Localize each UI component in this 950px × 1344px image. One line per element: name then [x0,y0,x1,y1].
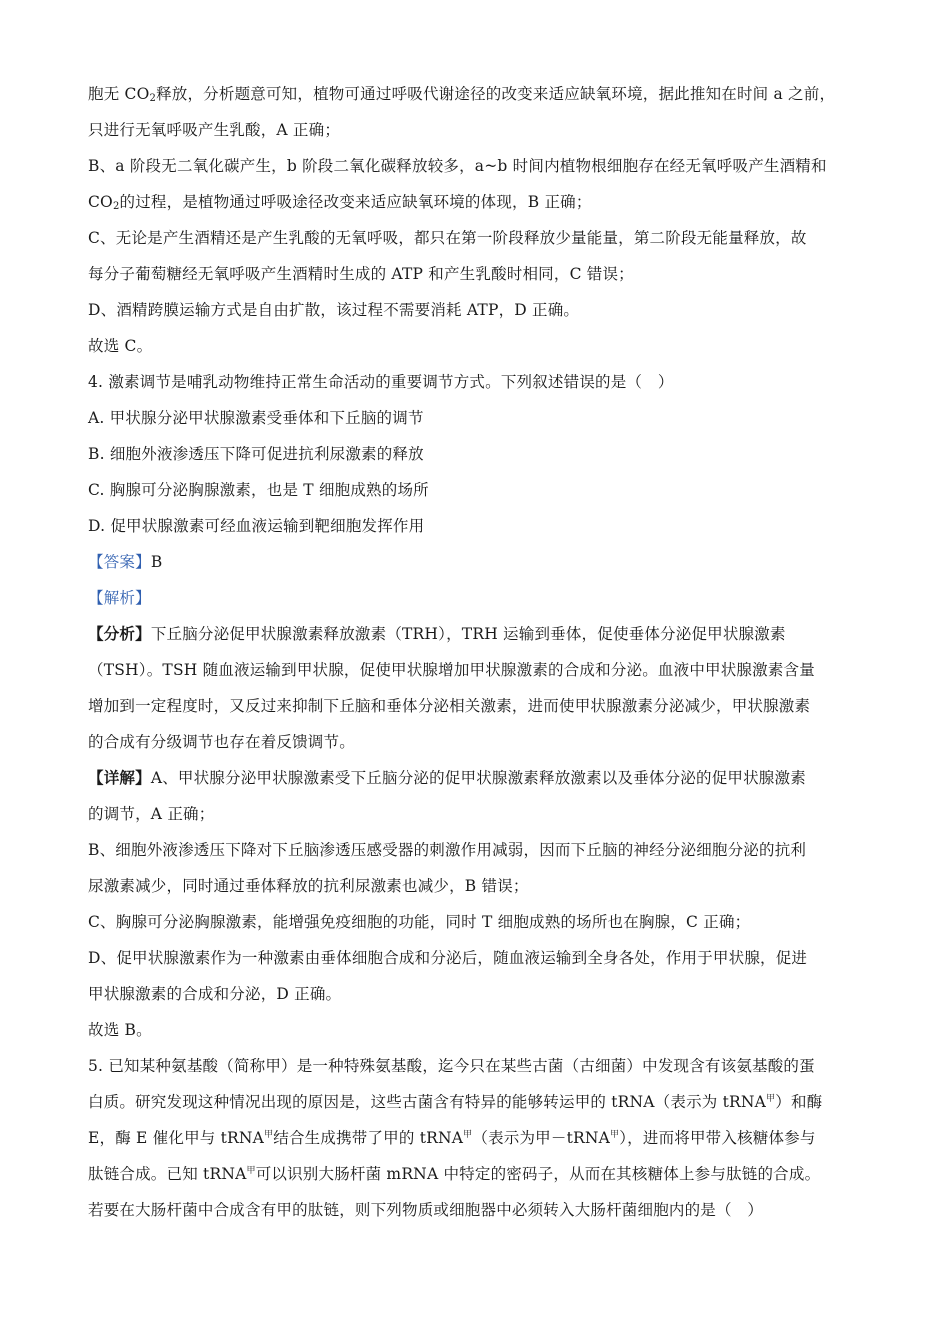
text-line: 若要在大肠杆菌中合成含有甲的肽链，则下列物质或细胞器中必须转入大肠杆菌细胞内的是（ ） [88,1201,764,1219]
text-line: 甲状腺激素的合成和分泌，D 正确。 [88,985,342,1003]
option-d-explanation: D、酒精跨膜运输方式是自由扩散，该过程不需要消耗 ATP，D 正确。 [88,301,580,319]
question-4-option-b: B. 细胞外液渗透压下降可促进抗利尿激素的释放 [88,445,424,463]
detail-line: 【详解】A、甲状腺分泌甲状腺激素受下丘脑分泌的促甲状腺激素释放激素以及垂体分泌的促甲状腺激素 [88,768,806,787]
question-4-stem: 4. 激素调节是哺乳动物维持正常生命活动的重要调节方式。下列叙述错误的是（ ） [88,373,674,391]
text-line: B、细胞外液渗透压下降对下丘脑渗透压感受器的刺激作用减弱，因而下丘脑的神经分泌细胞分泌的抗利 [88,841,807,859]
text-line: 肽链合成。已知 tRNA$^甲$可以识别大肠杆菌 mRNA 中特定的密码子，从而在其核糖体上参与肽链的合成。 [88,1165,821,1183]
text-line: 每分子葡萄糖经无氧呼吸产生酒精时生成的 ATP 和产生乳酸时相同，C 错误； [88,265,634,283]
text-line: C、胸腺可分泌胸腺激素，能增强免疫细胞的功能，同时 T 细胞成熟的场所也在胸腺，C 正确； [88,913,751,931]
text-line: 胞无 $CO_2$释放，分析题意可知，植物可通过呼吸代谢途径的改变来适应缺氧环境，据此推知在时间 a 之前， [88,85,836,104]
text-line: E，酶 E 催化甲与 tRNA$^甲$结合生成携带了甲的 tRNA$^甲$（表示为甲－tRNA$^甲$），进而将甲带入核糖体参与 [88,1129,816,1147]
text-line: 的调节，A 正确； [88,805,215,823]
text-line: 增加到一定程度时，又反过来抑制下丘脑和垂体分泌相关激素，进而使甲状腺激素分泌减少，甲状腺激素 [88,697,811,715]
option-b-explanation: B、a 阶段无二氧化碳产生，b 阶段二氧化碳释放较多，a~b 时间内植物根细胞存在经无氧呼吸产生酒精和 [88,157,827,175]
fenxi-tag: 【分析】 [88,624,151,643]
text-line: 尿激素减少，同时通过垂体释放的抗利尿激素也减少，B 错误； [88,877,529,895]
analysis-line: 【分析】下丘脑分泌促甲状腺激素释放激素（TRH），TRH 运输到垂体，促使垂体分泌促甲状腺激素 [88,624,786,643]
answer-line: 【答案】B [88,553,163,571]
answer-tag: 【答案】 [88,553,151,571]
answer-choice: 故选 B。 [88,1021,152,1039]
question-4-option-a: A. 甲状腺分泌甲状腺激素受垂体和下丘脑的调节 [88,409,424,427]
text-line: $CO_2$的过程，是植物通过呼吸途径改变来适应缺氧环境的体现，B 正确； [88,193,592,212]
text-line: D、促甲状腺激素作为一种激素由垂体细胞合成和分泌后，随血液运输到全身各处，作用于甲状腺，促进 [88,949,808,967]
option-c-explanation: C、无论是产生酒精还是产生乳酸的无氧呼吸，都只在第一阶段释放少量能量，第二阶段无能量释放，故 [88,229,807,247]
question-4-option-c: C. 胸腺可分泌胸腺激素，也是 T 细胞成熟的场所 [88,481,429,499]
analysis-tag: 【解析】 [88,589,151,607]
text-line: 只进行无氧呼吸产生乳酸，A 正确； [88,121,341,139]
text-line: 白质。研究发现这种情况出现的原因是，这些古菌含有特异的能够转运甲的 tRNA（表示为 tRNA$^甲$）和酶 [88,1093,823,1111]
question-5-stem: 5. 已知某种氨基酸（简称甲）是一种特殊氨基酸，迄今只在某些古菌（古细菌）中发现含有该氨基酸的蛋 [88,1057,815,1075]
question-4-option-d: D. 促甲状腺激素可经血液运输到靶细胞发挥作用 [88,517,425,535]
analysis-heading [88,580,868,616]
xiangjie-tag: 【详解】 [88,768,151,787]
document-page [88,76,868,1228]
text-line: （TSH）。TSH 随血液运输到甲状腺，促使甲状腺增加甲状腺激素的合成和分泌。血液中甲状腺激素含量 [88,661,815,679]
answer-choice: 故选 C。 [88,337,153,355]
text-line: 的合成有分级调节也存在着反馈调节。 [88,733,355,751]
